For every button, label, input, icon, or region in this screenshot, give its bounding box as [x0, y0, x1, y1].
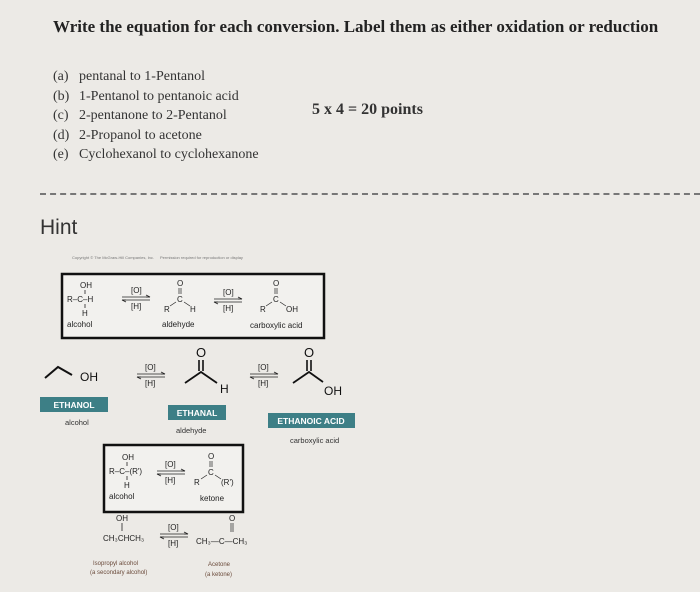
reduction-label: [H]: [165, 476, 176, 485]
ethanal-o: O: [196, 345, 207, 360]
ethanol-oh: OH: [80, 370, 98, 384]
acid-sub: carboxylic acid: [290, 436, 340, 445]
ethanal-badge-text: ETHANAL: [176, 408, 218, 418]
aldehyde-label: aldehyde: [162, 320, 195, 329]
item-label: (d): [53, 127, 70, 143]
ketone-label: ketone: [200, 494, 225, 503]
ethanal-sub: aldehyde: [176, 426, 207, 435]
aldehyde-o: O: [177, 279, 184, 288]
item-label: (e): [53, 147, 69, 162]
isopropyl-label: Isopropyl alcohol: [93, 561, 139, 567]
alcohol-h: H: [124, 481, 130, 490]
ethanol-skeleton: [45, 367, 72, 378]
ketone-r: R: [194, 478, 200, 487]
ethanol-sub: alcohol: [65, 418, 89, 427]
acid-oh: OH: [324, 384, 342, 398]
scheme-ethanol: [40, 345, 355, 445]
alcohol-rc: R–C–(R'): [109, 467, 143, 476]
arrowhead: [184, 532, 188, 534]
alcohol-oh: OH: [122, 453, 134, 462]
reduction-label: [H]: [131, 302, 142, 311]
item-text: 2-pentanone to 2-Pentanol: [79, 108, 227, 123]
item-label: (b): [53, 88, 70, 104]
ethanol-badge-text: ETHANOL: [53, 400, 95, 410]
oxidation-label: [O]: [165, 460, 176, 469]
arrowhead: [161, 372, 165, 374]
oxidation-label: [O]: [145, 363, 156, 372]
acid-skeleton: [293, 372, 323, 383]
alcohol-rch: R–C–H: [67, 295, 94, 304]
isopropyl-sublabel: (a secondary alcohol): [90, 570, 148, 576]
acetone-sublabel: (a ketone): [205, 572, 233, 578]
item-label: (a): [53, 69, 69, 84]
item-text: pentanal to 1-Pentanol: [79, 69, 205, 84]
scheme-acetone: [90, 514, 247, 578]
isopropyl-oh: OH: [116, 514, 128, 523]
points-label: 5 x 4 = 20 points: [312, 101, 423, 118]
item-label: (c): [53, 108, 69, 123]
acetone-o: O: [229, 514, 236, 523]
ethanal-skeleton: [185, 372, 217, 383]
copyright-text: Copyright © The McGraw-Hill Companies, Inc.: [72, 255, 155, 260]
aldehyde-r: R: [164, 305, 170, 314]
isopropyl-formula: CH₃CHCH₃: [103, 534, 145, 543]
acid-c: C: [273, 295, 279, 304]
alcohol-oh: OH: [80, 281, 92, 290]
acid-o: O: [304, 345, 315, 360]
ketone-o: O: [208, 452, 215, 461]
oxidation-label: [O]: [223, 288, 234, 297]
item-text: Cyclohexanol to cyclohexanone: [79, 147, 259, 162]
arrowhead: [250, 377, 254, 379]
oxidation-label: [O]: [258, 363, 269, 372]
permission-text: Permission required for reproduction or display: [160, 255, 243, 260]
item-text: 2-Propanol to acetone: [79, 127, 202, 143]
arrowhead: [137, 377, 141, 379]
reduction-label: [H]: [258, 379, 269, 388]
acid-o: O: [273, 279, 280, 288]
alcohol-h: H: [82, 309, 88, 318]
question-title: Write the equation for each conversion. Label them as either oxidation or reduction: [53, 17, 659, 36]
arrowhead: [160, 537, 164, 539]
oxidation-label: [O]: [131, 286, 142, 295]
acid-oh: OH: [286, 305, 298, 314]
reduction-label: [H]: [223, 304, 234, 313]
alcohol-label: alcohol: [109, 492, 135, 501]
acid-r: R: [260, 305, 266, 314]
ketone-c: C: [208, 468, 214, 477]
reduction-label: [H]: [145, 379, 156, 388]
scheme-ketone: [104, 445, 243, 512]
arrowhead: [274, 372, 278, 374]
ethanal-h: H: [220, 382, 229, 396]
aldehyde-c: C: [177, 295, 183, 304]
acetone-formula: CH₃—C—CH₃: [196, 537, 248, 546]
acetone-label: Acetone: [208, 562, 231, 568]
scheme-general: [62, 274, 324, 338]
oxidation-label: [O]: [168, 523, 179, 532]
reduction-label: [H]: [168, 539, 179, 548]
alcohol-label: alcohol: [67, 320, 93, 329]
carboxylic-acid-label: carboxylic acid: [250, 321, 303, 330]
aldehyde-h: H: [190, 305, 196, 314]
acid-badge-text: ETHANOIC ACID: [277, 416, 345, 426]
hint-heading: Hint: [40, 216, 78, 239]
ketone-rp: (R'): [221, 478, 234, 487]
item-text: 1-Pentanol to pentanoic acid: [79, 88, 239, 104]
